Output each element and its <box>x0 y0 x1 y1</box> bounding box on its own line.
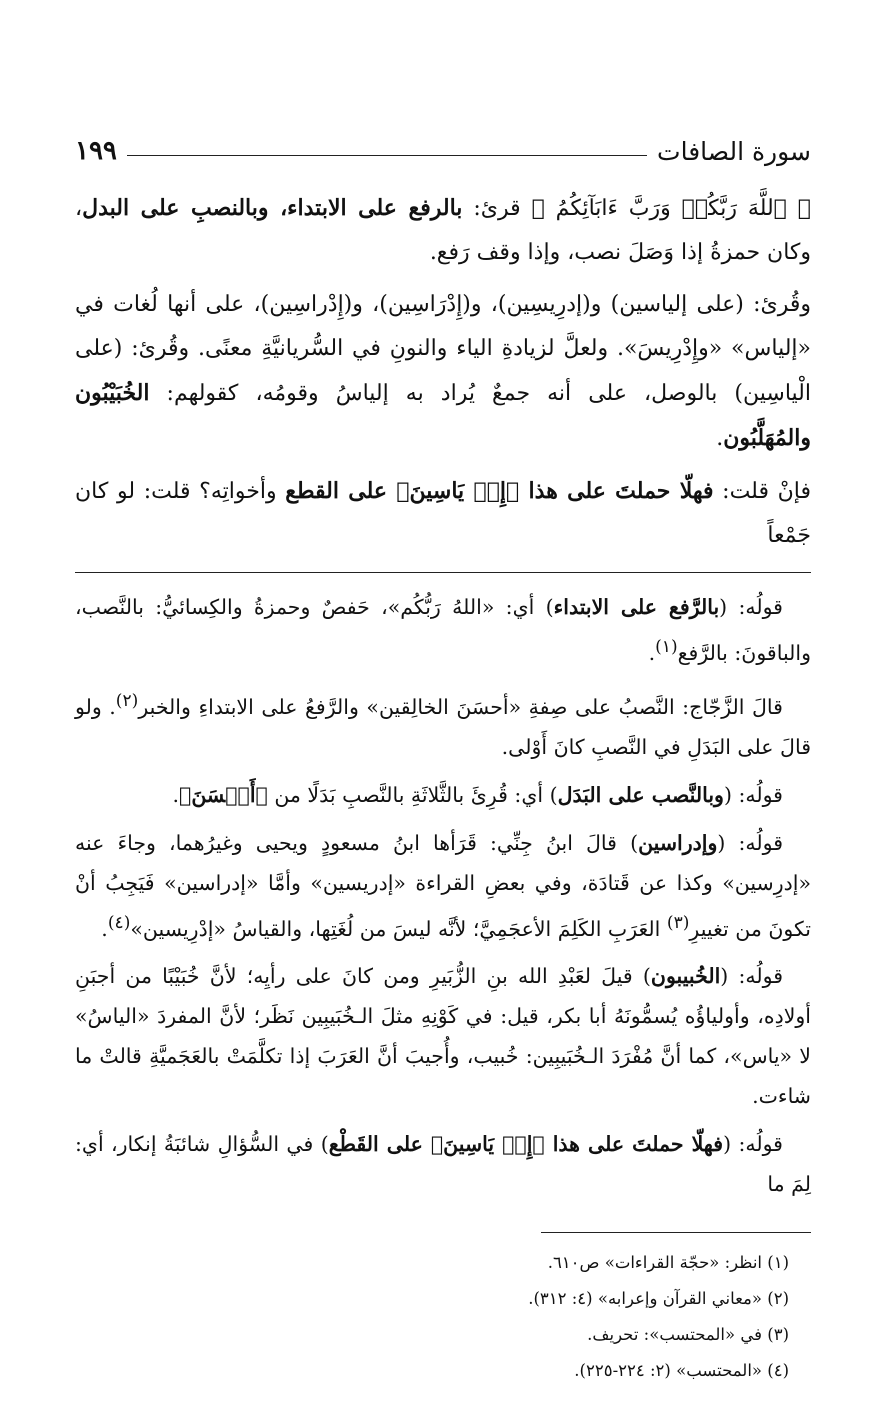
footnotes <box>75 1245 811 1389</box>
main-paragraph-1: ﴿ ٱللَّهَ رَبَّكُمۡ وَرَبَّ ءَابَآئِكُمُ ﴾ قرئ: بالرفع على الابتداء، وبالنصبِ على البدل، وكان حمزةُ إذا وَصَلَ نصب، وإذا وقف رَفع. <box>75 195 812 265</box>
book-page <box>75 120 811 1389</box>
main-text <box>75 186 811 558</box>
footnote: (٤) «المحتسب» (٢: ٢٢٤-٢٢٥). <box>574 1361 789 1381</box>
main-paragraph-2: وقُرئ: (على إلياسين) و(إدرِيسِين)، و(إِدْرَاسِين)، و(إِدْراسِين)، على أنها لُغات في «إلياس» «وإِدْرِيسَ». ولعلَّ لزيادةِ الياء والنونِ في السُّريانيَّةِ معنًى. وقُرئ: (على الْياسِين) بالوصل، على أنه جمعٌ يُراد به إلياسُ وقومُه، كقولهم: الخُبَيْبُون والمُهَلَّبُون. <box>75 292 811 451</box>
bold-phrase: بالرفع على الابتداء، وبالنصبِ على البدل <box>82 195 463 221</box>
footnote-ref: (١) <box>655 637 678 657</box>
footnote-divider <box>541 1232 811 1233</box>
footnote-ref: (٤) <box>107 912 131 933</box>
running-header <box>75 120 811 166</box>
quran-verse: ﴿أَحۡسَنَ﴾ <box>179 782 268 807</box>
commentary <box>75 587 811 1204</box>
section-divider <box>75 572 811 573</box>
footnote: (٢) «معاني القرآن وإعرابه» (٤: ٣١٢). <box>528 1289 789 1309</box>
commentary-paragraph-6: قولُه: (فهلّا حملتَ على هذا ﴿إِلۡ يَاسِينَ﴾ على القَطْع) في السُّؤالِ شائبَةُ إنكار، أي: لِمَ ما <box>75 1132 811 1197</box>
header-rule <box>127 155 647 156</box>
bold-phrase: الخُبَيْبُون والمُهَلَّبُون <box>75 380 811 451</box>
footnote: (١) انظر: «حجّة القراءات» ص٦١٠. <box>547 1253 789 1273</box>
commentary-paragraph-3: قولُه: (وبالنَّصب على البَدَل) أي: قُرِئَ بالثَّلاثَةِ بالنَّصبِ بَدَلًا من ﴿أَحۡسَنَ﴾. <box>172 782 783 807</box>
main-paragraph-3: فإنْ قلت: فهلّا حملتَ على هذا ﴿إِلۡ يَاسِينَ﴾ على القطع وأخواتِه؟ قلت: لو كان جَمْعاً <box>75 478 811 548</box>
commentary-paragraph-2: قالَ الزَّجّاج: النَّصبُ على صِفةِ «أحسَنَ الخالِقين» والرَّفعُ على الابتداءِ والخبر$^{(٢)}$. ولو قالَ على البَدَلِ في النَّصبِ كانَ أَوْلى. <box>75 690 811 759</box>
commentary-paragraph-1: قولُه: (بالرَّفع على الابتداء) أي: «اللهُ رَبُّكُم»، حَفصٌ وحمزةُ والكِسائيُّ: بالنَّصب، والباقونَ: بالرَّفع$^{(١)}$. <box>75 595 811 665</box>
bold-phrase: فهلّا حملتَ على هذا ﴿إِلۡ يَاسِينَ﴾ على القطع <box>285 478 714 504</box>
commentary-paragraph-5: قولُه: (الخُبيبون) قيلَ لعَبْدِ الله بنِ الزُّبَيرِ ومن كانَ على رأيِه؛ لأنَّ خُبَيْبًا من أجبَنِ أولادِه، وأولياؤُه يُسمُّونَهُ أبا بكر، قيل: في كَوْنِهِ مثلَ الـخُبَيبِين نَظَر؛ لأنَّ المفردَ «الياسُ» لا «ياس»، كما أنَّ مُفْرَدَ الـخُبَيبِين: خُبيب، وأُجيبَ أنَّ العَرَبَ إذا تكلَّمَتْ بالعَجَميَّةِ قالتْ ما شاءت. <box>75 964 811 1109</box>
quran-verse: ﴿ ٱللَّهَ رَبَّكُمۡ وَرَبَّ ءَابَآئِكُمُ ﴾ <box>531 196 812 221</box>
surah-title: سورة الصافات <box>657 137 811 166</box>
footnote-ref: (٢) <box>115 690 139 711</box>
page-number: ١٩٩ <box>75 136 117 166</box>
footnote: (٣) في «المحتسب»: تحريف. <box>587 1325 789 1345</box>
footnote-ref: (٣) <box>666 912 690 933</box>
commentary-paragraph-4: قولُه: (وإدراسين) قالَ ابنُ جِنِّي: قَرَأها ابنُ مسعودٍ ويحيى وغيرُهما، وجاءَ عنه «إدرِسين» وكذا عن قَتادَة، وفي بعضِ القراءة «إدريسين» وأمَّا «إدراسين» فَيَجِبُ أنْ تكونَ من تغييرِ$^{(٣)}$ العَرَبِ الكَلِمَ الأعجَمِيَّ؛ لأنَّه ليسَ من لُغَتِها، والقياسُ «إدْرِيسين»$^{(٤)}$. <box>75 830 811 941</box>
